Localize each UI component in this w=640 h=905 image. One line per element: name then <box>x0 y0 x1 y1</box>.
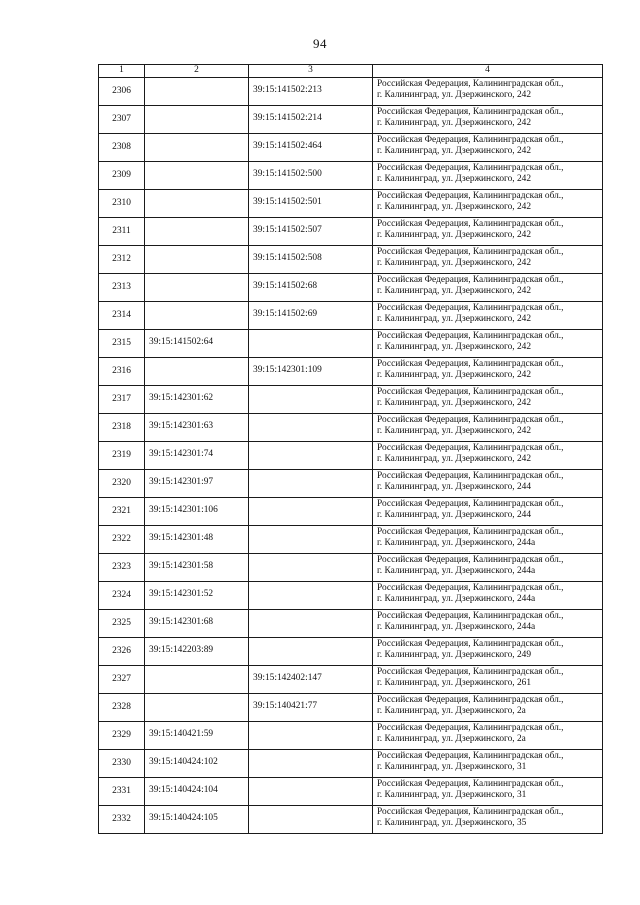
cadastral-number-col3 <box>249 778 373 806</box>
row-number: 2312 <box>99 246 145 274</box>
cadastral-number-col2: 39:15:140424:105 <box>145 806 249 834</box>
address-line-2: г. Калининград, ул. Дзержинского, 31 <box>377 761 527 772</box>
row-number: 2316 <box>99 358 145 386</box>
row-number: 2322 <box>99 526 145 554</box>
row-number: 2313 <box>99 274 145 302</box>
cadastral-number-col3 <box>249 526 373 554</box>
row-number: 2332 <box>99 806 145 834</box>
cadastral-number-col3: 39:15:142301:109 <box>249 358 373 386</box>
table-row <box>99 554 603 582</box>
address-cell <box>373 582 603 610</box>
cadastral-number-col2: 39:15:142301:52 <box>145 582 249 610</box>
cadastral-number-col2: 39:15:142301:58 <box>145 554 249 582</box>
address-line-1: Российская Федерация, Калининградская обл., <box>377 667 564 677</box>
cadastral-number-col3 <box>249 386 373 414</box>
address-cell <box>373 442 603 470</box>
cadastral-number-col2: 39:15:142301:48 <box>145 526 249 554</box>
address-line-2: г. Калининград, ул. Дзержинского, 242 <box>377 257 532 268</box>
address-line-2: г. Калининград, ул. Дзержинского, 242 <box>377 285 532 296</box>
cadastral-number-col2: 39:15:142301:62 <box>145 386 249 414</box>
address-line-2: г. Калининград, ул. Дзержинского, 35 <box>377 817 527 828</box>
cadastral-number-col2: 39:15:142301:97 <box>145 470 249 498</box>
address-line-1: Российская Федерация, Калининградская обл., <box>377 639 564 649</box>
address-cell <box>373 666 603 694</box>
address-cell <box>373 750 603 778</box>
cadastral-number-col2 <box>145 358 249 386</box>
address-line-2: г. Калининград, ул. Дзержинского, 261 <box>377 677 532 688</box>
address-line-2: г. Калининград, ул. Дзержинского, 242 <box>377 341 532 352</box>
cadastral-number-col2 <box>145 694 249 722</box>
row-number: 2314 <box>99 302 145 330</box>
cadastral-number-col2: 39:15:142301:106 <box>145 498 249 526</box>
table-row <box>99 162 603 190</box>
cadastral-number-col3 <box>249 806 373 834</box>
row-number: 2327 <box>99 666 145 694</box>
cadastral-number-col3: 39:15:141502:213 <box>249 78 373 106</box>
address-line-2: г. Калининград, ул. Дзержинского, 242 <box>377 117 532 128</box>
address-line-2: г. Калининград, ул. Дзержинского, 242 <box>377 201 532 212</box>
address-cell <box>373 806 603 834</box>
address-cell <box>373 526 603 554</box>
address-cell <box>373 358 603 386</box>
address-line-1: Российская Федерация, Калининградская обл., <box>377 723 564 733</box>
address-line-1: Российская Федерация, Калининградская обл., <box>377 499 564 509</box>
address-line-2: г. Калининград, ул. Дзержинского, 242 <box>377 425 532 436</box>
address-cell <box>373 498 603 526</box>
table-row <box>99 218 603 246</box>
address-cell <box>373 190 603 218</box>
table-row <box>99 134 603 162</box>
address-cell <box>373 610 603 638</box>
cadastral-number-col3 <box>249 442 373 470</box>
table-row <box>99 358 603 386</box>
address-cell <box>373 470 603 498</box>
address-line-1: Российская Федерация, Калининградская обл., <box>377 163 564 173</box>
address-line-1: Российская Федерация, Калининградская обл., <box>377 583 564 593</box>
address-line-2: г. Калининград, ул. Дзержинского, 242 <box>377 145 532 156</box>
row-number: 2325 <box>99 610 145 638</box>
cadastral-number-col3 <box>249 722 373 750</box>
address-line-2: г. Калининград, ул. Дзержинского, 244а <box>377 593 536 604</box>
address-line-2: г. Калининград, ул. Дзержинского, 2а <box>377 733 526 744</box>
cadastral-number-col3: 39:15:141502:508 <box>249 246 373 274</box>
cadastral-number-col2 <box>145 78 249 106</box>
cadastral-number-col2: 39:15:140421:59 <box>145 722 249 750</box>
address-line-2: г. Калининград, ул. Дзержинского, 244а <box>377 537 536 548</box>
row-number: 2306 <box>99 78 145 106</box>
table-row <box>99 78 603 106</box>
address-line-1: Российская Федерация, Калининградская обл., <box>377 779 564 789</box>
row-number: 2320 <box>99 470 145 498</box>
row-number: 2331 <box>99 778 145 806</box>
address-line-2: г. Калининград, ул. Дзержинского, 242 <box>377 313 532 324</box>
row-number: 2315 <box>99 330 145 358</box>
address-line-1: Российская Федерация, Калининградская обл., <box>377 527 564 537</box>
table-row <box>99 302 603 330</box>
cadastral-number-col3 <box>249 498 373 526</box>
address-line-2: г. Калининград, ул. Дзержинского, 242 <box>377 397 532 408</box>
row-number: 2326 <box>99 638 145 666</box>
address-line-1: Российская Федерация, Калининградская обл., <box>377 611 564 621</box>
registry-table <box>98 64 603 834</box>
cadastral-number-col2: 39:15:140424:104 <box>145 778 249 806</box>
address-line-2: г. Калининград, ул. Дзержинского, 242 <box>377 369 532 380</box>
table-row <box>99 246 603 274</box>
row-number: 2328 <box>99 694 145 722</box>
cadastral-number-col3: 39:15:141502:500 <box>249 162 373 190</box>
cadastral-number-col3 <box>249 414 373 442</box>
address-line-1: Российская Федерация, Калининградская обл., <box>377 695 564 705</box>
row-number: 2321 <box>99 498 145 526</box>
cadastral-number-col3: 39:15:141502:69 <box>249 302 373 330</box>
address-cell <box>373 722 603 750</box>
row-number: 2308 <box>99 134 145 162</box>
table-row <box>99 526 603 554</box>
cadastral-number-col3 <box>249 582 373 610</box>
cadastral-number-col3: 39:15:141502:214 <box>249 106 373 134</box>
address-cell <box>373 106 603 134</box>
table-row <box>99 386 603 414</box>
cadastral-number-col2: 39:15:142301:68 <box>145 610 249 638</box>
address-cell <box>373 414 603 442</box>
table-row <box>99 330 603 358</box>
address-line-2: г. Калининград, ул. Дзержинского, 244а <box>377 621 536 632</box>
address-line-1: Российская Федерация, Калининградская обл., <box>377 191 564 201</box>
address-line-2: г. Калининград, ул. Дзержинского, 249 <box>377 649 532 660</box>
row-number: 2311 <box>99 218 145 246</box>
address-cell <box>373 134 603 162</box>
cadastral-number-col3: 39:15:142402:147 <box>249 666 373 694</box>
address-line-1: Российская Федерация, Калининградская обл., <box>377 359 564 369</box>
address-line-2: г. Калининград, ул. Дзержинского, 244 <box>377 481 532 492</box>
table-row <box>99 610 603 638</box>
address-line-1: Российская Федерация, Калининградская обл., <box>377 331 564 341</box>
address-line-1: Российская Федерация, Калининградская обл., <box>377 471 564 481</box>
address-cell <box>373 694 603 722</box>
table-row <box>99 442 603 470</box>
column-header-3: 3 <box>249 65 373 78</box>
address-line-1: Российская Федерация, Калининградская обл., <box>377 387 564 397</box>
address-cell <box>373 554 603 582</box>
cadastral-number-col2 <box>145 162 249 190</box>
table-row <box>99 582 603 610</box>
address-cell <box>373 218 603 246</box>
cadastral-number-col3 <box>249 330 373 358</box>
cadastral-number-col3: 39:15:140421:77 <box>249 694 373 722</box>
address-line-2: г. Калининград, ул. Дзержинского, 2а <box>377 705 526 716</box>
table-row <box>99 498 603 526</box>
cadastral-number-col3: 39:15:141502:507 <box>249 218 373 246</box>
table-row <box>99 638 603 666</box>
address-line-1: Российская Федерация, Калининградская обл., <box>377 79 564 89</box>
cadastral-number-col3 <box>249 470 373 498</box>
address-line-1: Российская Федерация, Калининградская обл., <box>377 275 564 285</box>
cadastral-number-col3 <box>249 750 373 778</box>
cadastral-number-col3 <box>249 638 373 666</box>
address-cell <box>373 274 603 302</box>
address-cell <box>373 386 603 414</box>
address-cell <box>373 778 603 806</box>
address-line-2: г. Калининград, ул. Дзержинского, 242 <box>377 229 532 240</box>
cadastral-number-col3: 39:15:141502:464 <box>249 134 373 162</box>
cadastral-number-col2 <box>145 246 249 274</box>
address-line-2: г. Калининград, ул. Дзержинского, 31 <box>377 789 527 800</box>
cadastral-number-col3: 39:15:141502:68 <box>249 274 373 302</box>
address-line-1: Российская Федерация, Калининградская обл., <box>377 219 564 229</box>
table-row <box>99 106 603 134</box>
cadastral-number-col2 <box>145 666 249 694</box>
address-line-2: г. Калининград, ул. Дзержинского, 242 <box>377 453 532 464</box>
table-row <box>99 722 603 750</box>
cadastral-number-col2: 39:15:142301:63 <box>145 414 249 442</box>
column-header-2: 2 <box>145 65 249 78</box>
table-row <box>99 694 603 722</box>
cadastral-number-col2 <box>145 218 249 246</box>
address-line-2: г. Калининград, ул. Дзержинского, 242 <box>377 173 532 184</box>
table-body <box>99 78 603 834</box>
address-line-1: Российская Федерация, Калининградская обл., <box>377 555 564 565</box>
cadastral-number-col3 <box>249 610 373 638</box>
address-cell <box>373 78 603 106</box>
cadastral-number-col3 <box>249 554 373 582</box>
row-number: 2323 <box>99 554 145 582</box>
address-cell <box>373 162 603 190</box>
table-row <box>99 750 603 778</box>
address-cell <box>373 302 603 330</box>
cadastral-number-col2: 39:15:141502:64 <box>145 330 249 358</box>
address-line-1: Российская Федерация, Калининградская обл., <box>377 751 564 761</box>
row-number: 2307 <box>99 106 145 134</box>
column-header-1: 1 <box>99 65 145 78</box>
address-line-1: Российская Федерация, Калининградская обл., <box>377 415 564 425</box>
table-row <box>99 190 603 218</box>
cadastral-number-col2 <box>145 302 249 330</box>
table-row <box>99 666 603 694</box>
table-header <box>99 65 603 78</box>
cadastral-number-col2 <box>145 134 249 162</box>
address-cell <box>373 330 603 358</box>
table-row <box>99 778 603 806</box>
table-row <box>99 470 603 498</box>
table-row <box>99 414 603 442</box>
row-number: 2309 <box>99 162 145 190</box>
address-line-1: Российская Федерация, Калининградская обл., <box>377 443 564 453</box>
row-number: 2329 <box>99 722 145 750</box>
cadastral-number-col2 <box>145 106 249 134</box>
cadastral-number-col2: 39:15:142203:89 <box>145 638 249 666</box>
address-cell <box>373 638 603 666</box>
page-number: 94 <box>313 36 327 51</box>
row-number: 2319 <box>99 442 145 470</box>
row-number: 2317 <box>99 386 145 414</box>
address-line-1: Российская Федерация, Калининградская обл., <box>377 303 564 313</box>
row-number: 2324 <box>99 582 145 610</box>
address-line-1: Российская Федерация, Калининградская обл., <box>377 247 564 257</box>
row-number: 2330 <box>99 750 145 778</box>
address-cell <box>373 246 603 274</box>
column-header-4: 4 <box>373 65 603 78</box>
address-line-2: г. Калининград, ул. Дзержинского, 244а <box>377 565 536 576</box>
cadastral-number-col2 <box>145 190 249 218</box>
row-number: 2318 <box>99 414 145 442</box>
cadastral-number-col2: 39:15:142301:74 <box>145 442 249 470</box>
row-number: 2310 <box>99 190 145 218</box>
address-line-1: Российская Федерация, Калининградская обл., <box>377 807 564 817</box>
table-row <box>99 806 603 834</box>
address-line-2: г. Калининград, ул. Дзержинского, 242 <box>377 89 532 100</box>
cadastral-number-col2: 39:15:140424:102 <box>145 750 249 778</box>
cadastral-number-col2 <box>145 274 249 302</box>
address-line-1: Российская Федерация, Калининградская обл., <box>377 135 564 145</box>
address-line-2: г. Калининград, ул. Дзержинского, 244 <box>377 509 532 520</box>
cadastral-number-col3: 39:15:141502:501 <box>249 190 373 218</box>
table-row <box>99 274 603 302</box>
address-line-1: Российская Федерация, Калининградская обл., <box>377 107 564 117</box>
